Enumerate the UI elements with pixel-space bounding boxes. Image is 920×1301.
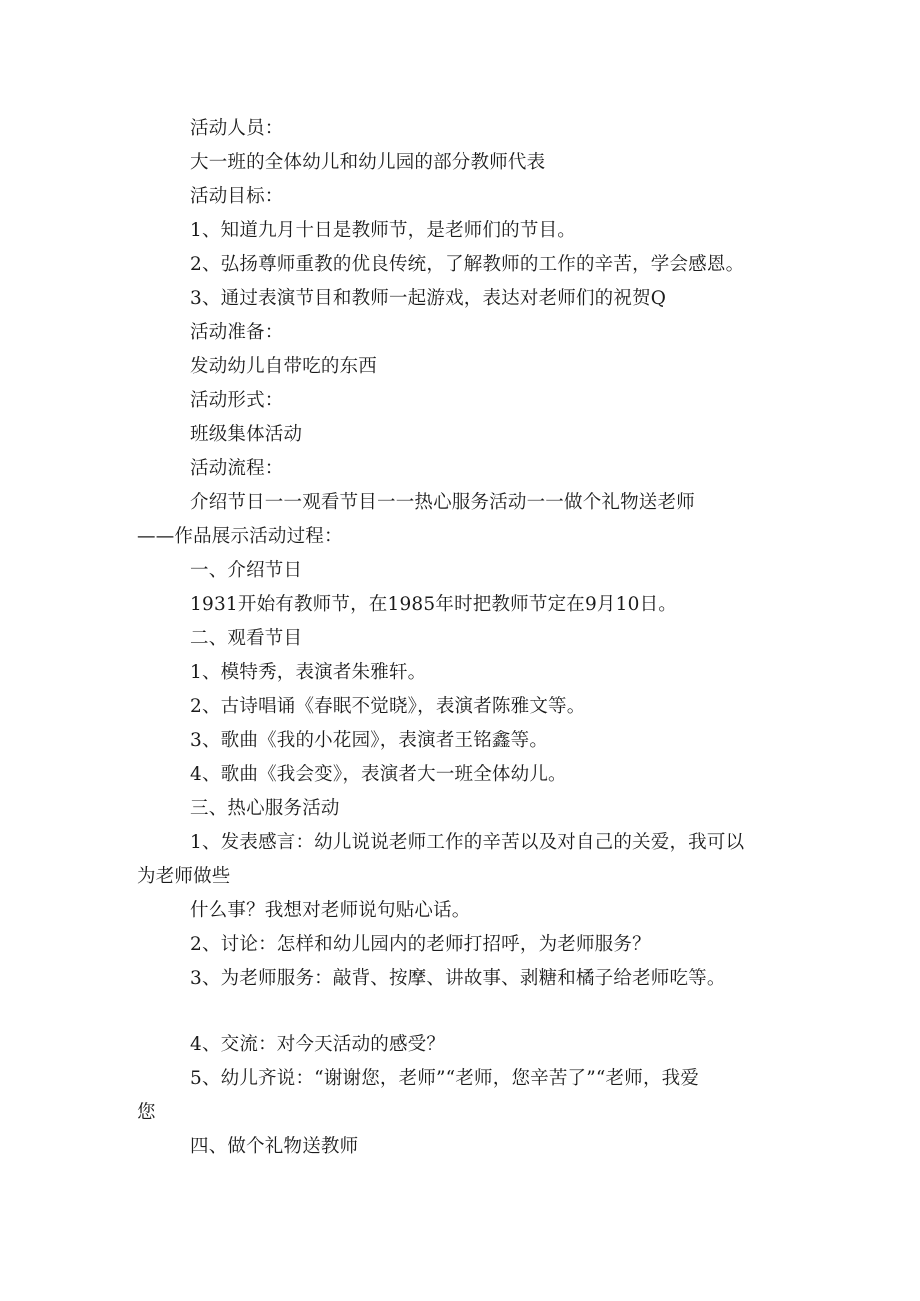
text-line: 介绍节日一一观看节目一一热心服务活动一一做个礼物送老师 [190,492,695,513]
text-line: 活动准备： [190,322,284,343]
text-line: 班级集体活动 [190,424,303,445]
text-line: 3、歌曲《我的小花园》，表演者王铭鑫等。 [190,730,549,751]
text-line: 活动形式： [190,390,284,411]
text-line: 2、古诗唱诵《春眠不觉晓》，表演者陈雅文等。 [190,696,586,717]
text-line: 四、做个礼物送教师 [190,1136,359,1157]
text-line: 活动人员： [190,118,284,139]
text-line: 为老师做些 [137,866,231,887]
text-line: 3、通过表演节目和教师一起游戏，表达对老师们的祝贺Q [190,288,667,309]
text-line: 二、观看节目 [190,628,303,649]
text-line: 1、知道九月十日是教师节，是老师们的节目。 [190,220,576,241]
text-line: 您 [137,1102,156,1123]
text-line: 5、幼儿齐说：“谢谢您，老师”“老师，您辛苦了”“老师，我爱 [190,1068,700,1089]
text-line: 3、为老师服务：敲背、按摩、讲故事、剥糖和橘子给老师吃等。 [190,968,726,989]
text-line: 1931开始有教师节，在1985年时把教师节定在9月10日。 [190,594,677,615]
text-line: 一、介绍节日 [190,560,303,581]
text-line: 活动目标： [190,186,284,207]
text-line: 4、歌曲《我会变》，表演者大一班全体幼儿。 [190,764,567,785]
text-line: 2、弘扬尊师重教的优良传统，了解教师的工作的辛苦，学会感恩。 [190,254,745,275]
text-line: 活动流程： [190,458,284,479]
text-line: 三、热心服务活动 [190,798,340,819]
text-line: 2、讨论：怎样和幼儿园内的老师打招呼，为老师服务？ [190,934,651,955]
text-line: 大一班的全体幼儿和幼儿园的部分教师代表 [190,152,546,173]
text-line: 1、发表感言：幼儿说说老师工作的辛苦以及对自己的关爱，我可以 [190,832,745,853]
text-line: ——作品展示活动过程： [137,526,343,547]
text-line: 4、交流：对今天活动的感受？ [190,1034,446,1055]
text-line: 发动幼儿自带吃的东西 [190,356,378,377]
text-line: 什么事？我想对老师说句贴心话。 [190,900,471,921]
text-line: 1、模特秀，表演者朱雅轩。 [190,662,427,683]
